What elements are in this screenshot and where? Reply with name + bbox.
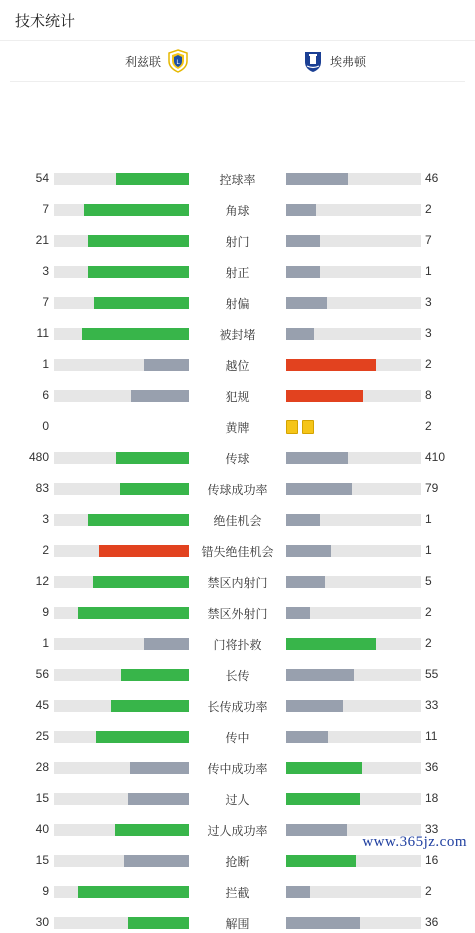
home-bar — [116, 452, 189, 464]
home-value: 15 — [35, 791, 49, 805]
home-bar-track — [54, 297, 189, 309]
stat-label: 传中 — [225, 731, 250, 745]
away-bar-track — [286, 731, 421, 743]
stat-row — [0, 913, 475, 933]
stat-label: 传球 — [225, 452, 250, 466]
home-bar — [78, 886, 189, 898]
stat-row — [0, 200, 475, 220]
home-bar-track — [54, 545, 189, 557]
stats-header — [0, 0, 475, 41]
away-bar — [286, 483, 352, 495]
home-bar-track — [54, 359, 189, 371]
home-value: 54 — [35, 171, 49, 185]
stat-row — [0, 417, 475, 437]
home-bar — [131, 390, 189, 402]
away-bar-track — [286, 886, 421, 898]
home-bar-track — [54, 886, 189, 898]
away-bar — [286, 204, 316, 216]
away-value: 1 — [425, 512, 432, 526]
watermark: www.365jz.com — [362, 834, 467, 850]
stat-row — [0, 572, 475, 592]
away-bar — [286, 297, 327, 309]
home-value: 12 — [35, 574, 49, 588]
everton-crest-icon — [302, 49, 324, 73]
away-value: 79 — [425, 481, 439, 495]
away-bar-track — [286, 452, 421, 464]
away-value: 36 — [425, 760, 439, 774]
stat-row — [0, 448, 475, 468]
away-bar-track — [286, 297, 421, 309]
away-value: 11 — [425, 729, 438, 743]
stat-label: 越位 — [225, 359, 250, 373]
home-bar — [99, 545, 189, 557]
home-bar-track — [54, 514, 189, 526]
away-bar — [286, 886, 310, 898]
away-bar-track — [286, 762, 421, 774]
home-bar — [94, 297, 189, 309]
home-value: 56 — [35, 667, 49, 681]
home-bar-track — [54, 607, 189, 619]
away-value: 33 — [425, 698, 439, 712]
team-header — [10, 41, 465, 82]
away-value: 8 — [425, 388, 432, 402]
stat-row — [0, 634, 475, 654]
away-bar — [286, 390, 363, 402]
away-bar — [286, 328, 314, 340]
home-bar-track — [54, 204, 189, 216]
home-bar-track — [54, 638, 189, 650]
stat-label: 错失绝佳机会 — [201, 545, 274, 559]
stat-label: 角球 — [225, 204, 250, 218]
home-value: 9 — [42, 605, 49, 619]
home-bar-track — [54, 173, 189, 185]
stat-label: 射偏 — [225, 297, 250, 311]
home-bar — [130, 762, 189, 774]
home-bar — [82, 328, 189, 340]
away-value: 2 — [425, 605, 432, 619]
home-value: 1 — [42, 357, 49, 371]
stat-label: 控球率 — [219, 173, 256, 187]
home-value: 28 — [35, 760, 49, 774]
home-value: 83 — [35, 481, 49, 495]
home-bar — [116, 173, 189, 185]
home-value: 480 — [28, 450, 49, 464]
home-bar-track — [54, 483, 189, 495]
stat-label: 射门 — [225, 235, 250, 249]
away-bar — [286, 700, 343, 712]
away-bar — [286, 452, 348, 464]
stat-row — [0, 882, 475, 902]
away-bar-track — [286, 793, 421, 805]
away-bar — [286, 762, 362, 774]
away-bar — [286, 173, 348, 185]
home-value: 30 — [35, 915, 49, 929]
stat-label: 射正 — [225, 266, 250, 280]
away-bar — [286, 669, 354, 681]
stat-label: 拦截 — [225, 886, 250, 900]
away-bar-track — [286, 514, 421, 526]
stat-label: 过人成功率 — [207, 824, 268, 838]
away-value: 2 — [425, 357, 432, 371]
away-bar — [286, 731, 328, 743]
away-bar-track — [286, 576, 421, 588]
away-bar — [286, 576, 325, 588]
stat-label: 禁区内射门 — [207, 576, 268, 590]
away-bar-track — [286, 204, 421, 216]
svg-text:L: L — [176, 59, 180, 66]
stat-row — [0, 789, 475, 809]
page-title: 技术统计 — [15, 11, 76, 30]
home-bar-track — [54, 235, 189, 247]
away-value: 55 — [425, 667, 439, 681]
away-team[interactable] — [302, 49, 366, 73]
away-bar-track — [286, 545, 421, 557]
stat-label: 犯规 — [225, 390, 250, 404]
stat-row — [0, 696, 475, 716]
home-value: 6 — [42, 388, 49, 402]
home-bar-track — [54, 824, 189, 836]
away-value: 3 — [425, 326, 432, 340]
away-team-name: 埃弗顿 — [330, 54, 367, 69]
home-bar-track — [54, 669, 189, 681]
away-value: 18 — [425, 791, 439, 805]
stat-label: 门将扑救 — [213, 638, 262, 652]
away-value: 410 — [425, 450, 446, 464]
home-bar-track — [54, 917, 189, 929]
stat-row — [0, 231, 475, 251]
home-value: 21 — [35, 233, 49, 247]
stat-label: 传中成功率 — [207, 762, 268, 776]
away-value: 7 — [425, 233, 432, 247]
stat-label: 过人 — [225, 793, 250, 807]
home-value: 25 — [35, 729, 49, 743]
away-value: 5 — [425, 574, 432, 588]
stat-row — [0, 758, 475, 778]
away-bar-track — [286, 390, 421, 402]
leeds-crest-icon — [167, 49, 189, 73]
home-bar-track — [54, 731, 189, 743]
away-bar-track — [286, 173, 421, 185]
stat-row — [0, 262, 475, 282]
stat-label: 长传成功率 — [207, 700, 268, 714]
away-value: 36 — [425, 915, 439, 929]
stat-label: 禁区外射门 — [207, 607, 268, 621]
stat-row — [0, 541, 475, 561]
stat-row — [0, 603, 475, 623]
stat-row — [0, 479, 475, 499]
home-value: 2 — [42, 543, 49, 557]
home-value: 7 — [42, 295, 49, 309]
away-bar — [286, 235, 320, 247]
away-bar-track — [286, 700, 421, 712]
stat-row — [0, 293, 475, 313]
stat-label: 被封堵 — [219, 328, 256, 342]
home-bar-track — [54, 700, 189, 712]
stat-row — [0, 665, 475, 685]
away-value: 3 — [425, 295, 432, 309]
stat-row — [0, 851, 475, 871]
away-bar — [286, 545, 331, 557]
stat-label: 传球成功率 — [207, 483, 268, 497]
home-bar — [144, 359, 189, 371]
stat-row — [0, 386, 475, 406]
away-bar-track — [286, 328, 421, 340]
stat-label: 绝佳机会 — [213, 514, 262, 528]
home-bar — [88, 266, 189, 278]
home-bar — [120, 483, 189, 495]
away-bar-track — [286, 483, 421, 495]
stat-row — [0, 510, 475, 530]
away-bar-track — [286, 917, 421, 929]
home-bar — [78, 607, 189, 619]
home-bar — [128, 793, 189, 805]
home-bar — [128, 917, 189, 929]
yellow-card-icon — [302, 420, 314, 434]
home-bar — [88, 514, 189, 526]
away-value: 2 — [425, 884, 432, 898]
stat-label: 解围 — [225, 917, 250, 931]
away-bar-track — [286, 235, 421, 247]
away-value: 1 — [425, 543, 432, 557]
away-value: 2 — [425, 636, 432, 650]
away-value: 1 — [425, 264, 432, 278]
home-team-name: 利兹联 — [125, 54, 162, 69]
away-bar — [286, 793, 360, 805]
home-bar — [96, 731, 189, 743]
stat-row — [0, 355, 475, 375]
away-bar — [286, 824, 347, 836]
away-value: 2 — [425, 202, 432, 216]
home-bar — [88, 235, 189, 247]
home-bar — [144, 638, 189, 650]
away-value: 2 — [425, 419, 432, 433]
home-bar-track — [54, 576, 189, 588]
stat-row — [0, 169, 475, 189]
stat-row — [0, 727, 475, 747]
away-bar-track — [286, 266, 421, 278]
home-value: 9 — [42, 884, 49, 898]
home-team[interactable] — [125, 49, 189, 73]
away-bar-track — [286, 638, 421, 650]
away-bar — [286, 266, 320, 278]
away-value: 16 — [425, 853, 439, 867]
home-bar — [121, 669, 189, 681]
home-value: 15 — [35, 853, 49, 867]
stat-label: 长传 — [225, 669, 250, 683]
home-bar-track — [54, 762, 189, 774]
away-yellow-cards — [286, 420, 314, 434]
home-bar-track — [54, 266, 189, 278]
away-bar — [286, 359, 376, 371]
stat-label: 黄牌 — [225, 421, 250, 435]
home-value: 1 — [42, 636, 49, 650]
away-bar-track — [286, 669, 421, 681]
home-bar-track — [54, 390, 189, 402]
away-value: 33 — [425, 822, 439, 836]
home-value: 11 — [36, 326, 49, 340]
yellow-card-icon — [286, 420, 298, 434]
home-bar-track — [54, 452, 189, 464]
home-bar-track — [54, 328, 189, 340]
stat-row — [0, 324, 475, 344]
away-bar-track — [286, 607, 421, 619]
away-value: 46 — [425, 171, 439, 185]
home-bar — [115, 824, 189, 836]
home-bar-track — [54, 793, 189, 805]
home-bar — [93, 576, 189, 588]
away-bar — [286, 917, 360, 929]
home-value: 0 — [42, 419, 49, 433]
home-value: 3 — [42, 512, 49, 526]
away-bar — [286, 638, 376, 650]
home-value: 7 — [42, 202, 49, 216]
away-bar — [286, 607, 310, 619]
away-bar-track — [286, 359, 421, 371]
home-bar — [84, 204, 189, 216]
home-bar — [111, 700, 189, 712]
stat-label: 抢断 — [225, 855, 250, 869]
home-value: 45 — [35, 698, 49, 712]
home-value: 3 — [42, 264, 49, 278]
home-value: 40 — [35, 822, 49, 836]
away-bar — [286, 514, 320, 526]
